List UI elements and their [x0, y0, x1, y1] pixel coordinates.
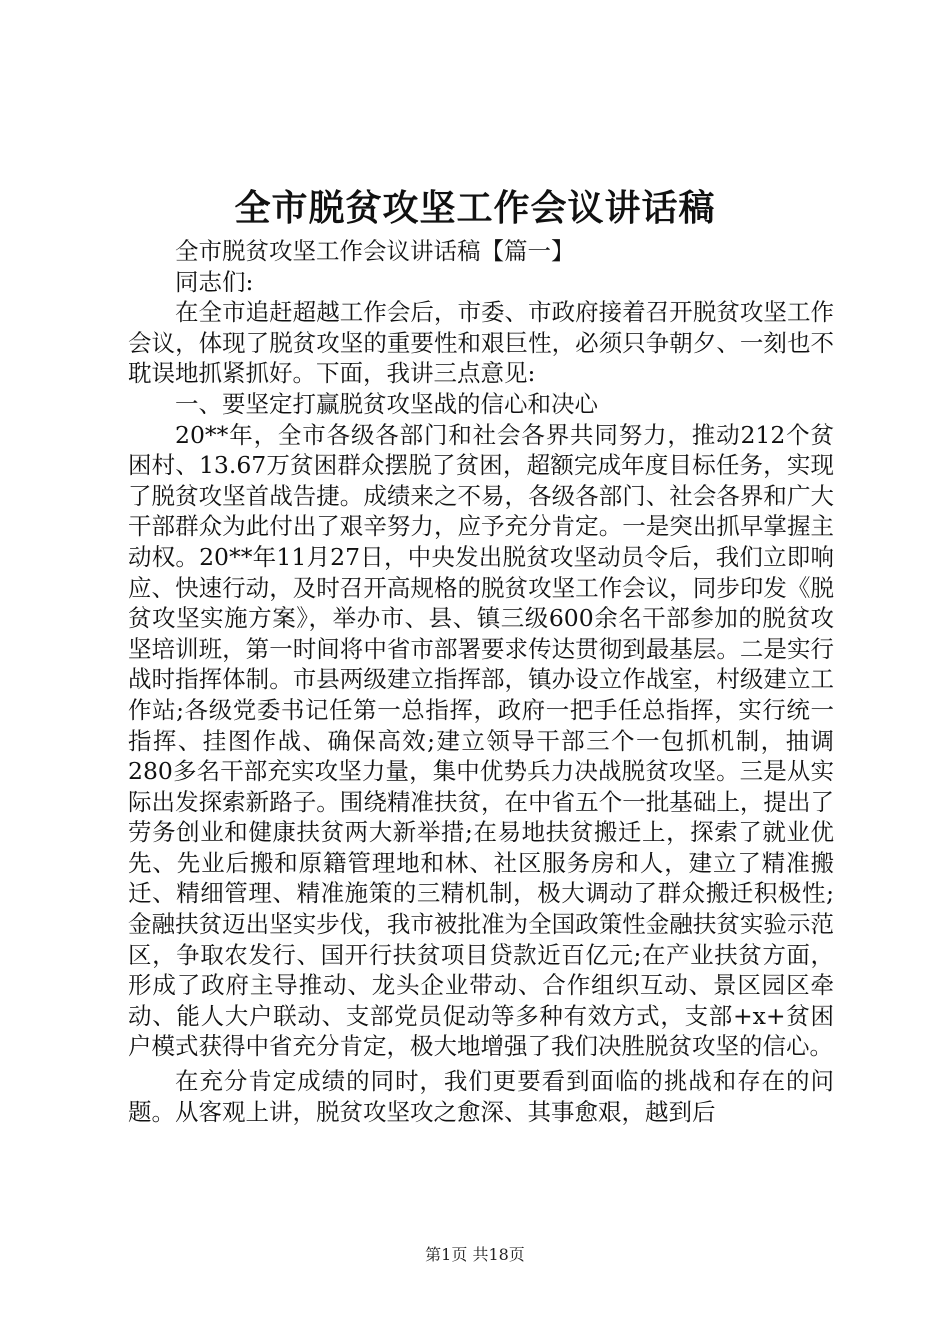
- article-subtitle: 全市脱贫攻坚工作会议讲话稿【篇一】: [175, 237, 575, 265]
- intro-paragraph: 在全市追赶超越工作会后，市委、市政府接着召开脱贫攻坚工作会议，体现了脱贫攻坚的重要性和艰巨性，必须只争朝夕、一刻也不耽误地抓紧抓好。下面，我讲三点意见:: [128, 298, 834, 388]
- page-number: 第1页 共18页: [425, 1245, 525, 1264]
- salutation: 同志们:: [175, 267, 254, 296]
- document-body: [128, 236, 834, 1127]
- body-paragraph: 在充分肯定成绩的同时，我们更要看到面临的挑战和存在的问题。从客观上讲，脱贫攻坚攻之愈深、其事愈艰，越到后: [128, 1067, 834, 1126]
- section-heading: 一、要坚定打赢脱贫攻坚战的信心和决心: [175, 389, 598, 418]
- document-title: 全市脱贫攻坚工作会议讲话稿: [234, 187, 716, 229]
- body-paragraph: 20**年，全市各级各部门和社会各界共同努力，推动212个贫困村、13.67万贫困群众摆脱了贫困，超额完成年度目标任务，实现了脱贫攻坚首战告捷。成绩来之不易，各级各部门、社会各界和广大干部群众为此付出了艰辛努力，应予充分肯定。一是突出抓早掌握主动权。20**年11月27日，中央发出脱贫攻坚动员令后，我们立即响应、快速行动，及时召开高规格的脱贫攻坚工作会议，同步印发《脱贫攻坚实施方案》，举办市、县、镇三级600余名干部参加的脱贫攻坚培训班，第一时间将中省市部署要求传达贯彻到最基层。二是实行战时指挥体制。市县两级建立指挥部，镇办设立作战室，村级建立工作站;各级党委书记任第一总指挥，政府一把手任总指挥，实行统一指挥、挂图作战、确保高效;建立领导干部三个一包抓机制，抽调280多名干部充实攻坚力量，集中优势兵力决战脱贫攻坚。三是从实际出发探索新路子。围绕精准扶贫，在中省五个一批基础上，提出了劳务创业和健康扶贫两大新举措;在易地扶贫搬迁上，探索了就业优先、先业后搬和原籍管理地和林、社区服务房和人，建立了精准搬迁、精细管理、精准施策的三精机制，极大调动了群众搬迁积极性;金融扶贫迈出坚实步伐，我市被批准为全国政策性金融扶贫实验示范区，争取农发行、国开行扶贫项目贷款近百亿元;在产业扶贫方面，形成了政府主导推动、龙头企业带动、合作组织互动、景区园区牵动、能人大户联动、支部党员促动等多种有效方式，支部+x+贫困户模式获得中省充分肯定，极大地增强了我们决胜脱贫攻坚的信心。: [128, 420, 834, 1061]
